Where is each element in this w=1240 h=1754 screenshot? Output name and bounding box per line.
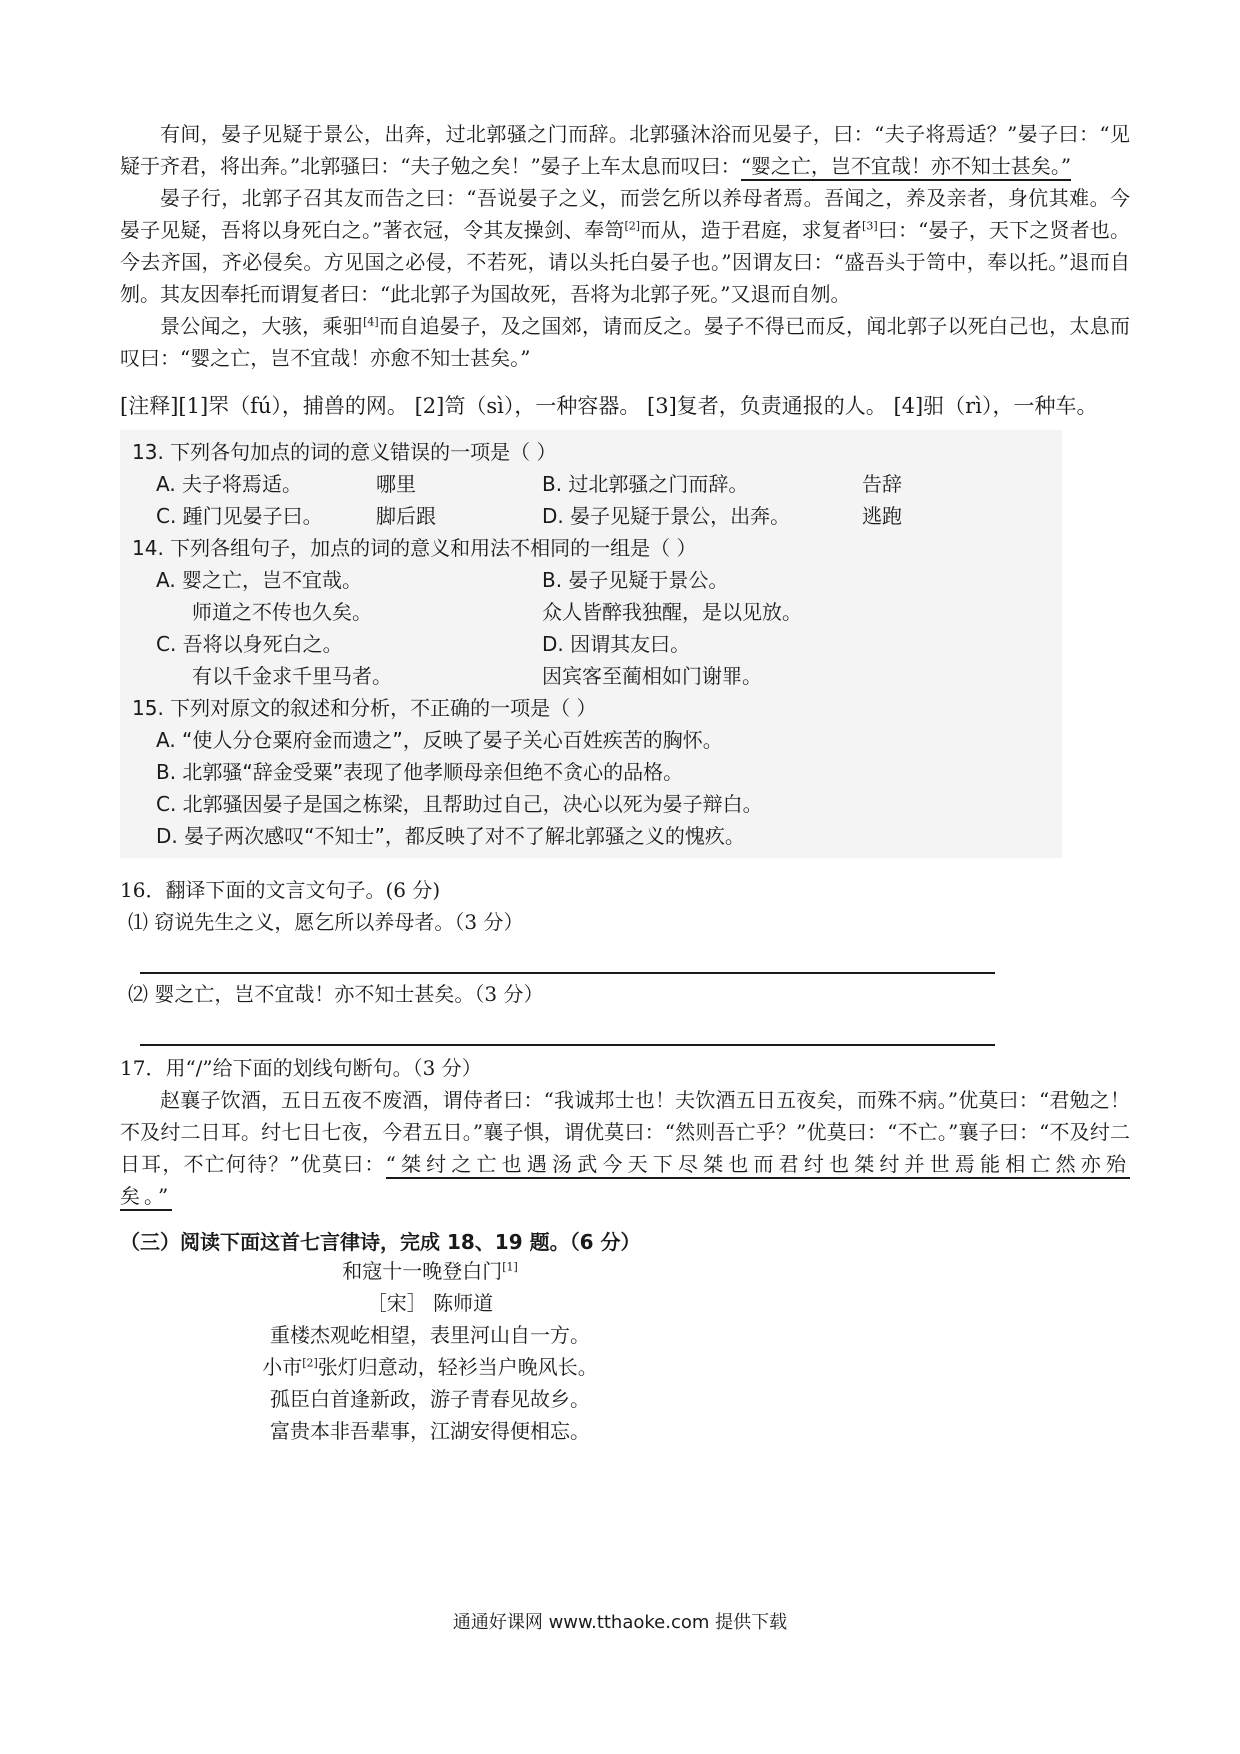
questions-13-15 <box>120 430 1062 858</box>
poem-line-2 <box>120 1351 740 1383</box>
passage-paragraph-2 <box>120 182 1130 310</box>
q14-row-4 <box>132 660 1032 692</box>
passage-text: 有间，晏子见疑于景公，出奔，过北郭骚之门而辞。北郭骚沐浴而见晏子，曰：“夫子将焉适？”晏子曰：“见疑于齐君，将出奔。”北郭骚曰：“夫子勉之矣！”晏子上车太息而叹曰： <box>120 122 1130 178</box>
q16-sentence-2: ⑵ 婴之亡，岂不宜哉！亦不知士甚矣。（3 分） <box>128 982 544 1006</box>
q14-row-2 <box>132 596 1032 628</box>
footnote-mark: [1] <box>502 1260 518 1274</box>
poem <box>120 1255 740 1447</box>
q15-option-a: A. “使人分仓粟府金而遗之”，反映了晏子关心百姓疾苦的胸怀。 <box>156 728 723 752</box>
section-3-heading: （三）阅读下面这首七言律诗，完成 18、19 题。（6 分） <box>120 1230 641 1254</box>
q13-option-a: A. 夫子将焉适。 <box>156 472 303 496</box>
q13-option-b: B. 过北郭骚之门而辞。 <box>542 472 749 496</box>
q14-option-a-pair: 师道之不传也久矣。 <box>192 600 372 624</box>
q14-option-d: D. 因谓其友曰。 <box>542 632 691 656</box>
page-footer: 通通好课网 www.tthaoke.com 提供下载 <box>452 1612 788 1633</box>
q15-option-d: D. 晏子两次感叹“不知士”，都反映了对不了解北郭骚之义的愧疚。 <box>156 824 745 848</box>
passage-text: 而从，造于君庭，求复者 <box>640 218 863 242</box>
q17-passage <box>120 1084 1130 1212</box>
poem-line-4: 富贵本非吾辈事，江湖安得便相忘。 <box>270 1419 590 1443</box>
q13-gloss-c: 脚后跟 <box>376 504 436 528</box>
q13-gloss-b: 告辞 <box>862 472 902 496</box>
q15-title: 15. 下列对原文的叙述和分析，不正确的一项是（ ） <box>132 696 597 720</box>
q14-option-c-pair: 有以千金求千里马者。 <box>192 664 392 688</box>
poem-author: ［宋］ 陈师道 <box>366 1291 494 1315</box>
passage-text: 景公闻之，大骇，乘驲 <box>160 314 364 338</box>
poem-title-text: 和寇十一晚登白门 <box>342 1259 503 1283</box>
q16-answer-line-2[interactable] <box>140 1010 995 1046</box>
q17-text: 赵襄子饮酒，五日五夜不废酒，谓侍者曰：“我诚邦士也！夫饮酒五日五夜矣，而殊不病。”优莫曰：“君勉之！不及纣二日耳。纣七日七夜，今君五日。”襄子惧，谓优莫曰：“然则吾亡乎？”优莫曰：“不亡。”襄子曰：“不及纣二日耳，不亡何待？”优莫曰： <box>120 1088 1130 1176</box>
poem-text: 小市 <box>262 1355 303 1379</box>
q14-option-b-pair: 众人皆醉我独醒，是以见放。 <box>542 600 802 624</box>
q16-block <box>120 874 1130 1046</box>
q14-row-3 <box>132 628 1032 660</box>
annotations: [注释][1]罘（fú），捕兽的网。 [2]笥（sì），一种容器。 [3]复者，负责通报的人。 [4]驲（rì），一种车。 <box>120 394 1098 418</box>
passage-paragraph-3 <box>120 310 1130 374</box>
footnote-mark: [3] <box>862 219 878 233</box>
q16-sentence-1: ⑴ 窃说先生之义，愿乞所以养母者。（3 分） <box>128 910 524 934</box>
exam-page <box>120 118 1130 1447</box>
q13-gloss-a: 哪里 <box>376 472 416 496</box>
q14-title: 14. 下列各组句子，加点的词的意义和用法不相同的一组是（ ） <box>132 536 697 560</box>
footnote-mark: [2] <box>624 219 641 233</box>
footnote-mark: [4] <box>363 315 379 329</box>
q14-option-d-pair: 因宾客至蔺相如门谢罪。 <box>542 664 762 688</box>
q14-option-a: A. 婴之亡，岂不宜哉。 <box>156 568 363 592</box>
q13-row-1 <box>132 468 1032 500</box>
q15-option-b: B. 北郭骚“辞金受粟”表现了他孝顺母亲但绝不贪心的品格。 <box>156 760 684 784</box>
q17-title: 17．用“/”给下面的划线句断句。（3 分） <box>120 1056 482 1080</box>
q13-option-d: D. 晏子见疑于景公，出奔。 <box>542 504 791 528</box>
poem-line-3: 孤臣白首逢新政，游子青春见故乡。 <box>270 1387 590 1411</box>
q16-answer-line-1[interactable] <box>140 938 995 974</box>
q13-option-c: C. 踵门见晏子曰。 <box>156 504 323 528</box>
poem-text: 张灯归意动，轻衫当户晚风长。 <box>317 1355 598 1379</box>
passage-text: 曰：“晏子，天下之贤者也。今去齐国，齐必侵矣。方见国之必侵，不若死，请以头托白晏子也。”因谓友曰：“盛吾头于笥中，奉以托。”退而自刎。其友因奉托而谓复者曰：“此北郭子为国故死，吾将为北郭子死。”又退而自刎。 <box>120 218 1130 306</box>
passage-text: 晏子行，北郭子召其友而告之曰：“吾说晏子之义，而尝乞所以养母者焉。吾闻之，养及亲者，身伉其难。今晏子见疑，吾将以身死白之。”著衣冠，令其友操剑、奉笥 <box>120 186 1130 242</box>
q17-block <box>120 1052 1130 1212</box>
footnote-mark: [2] <box>302 1356 318 1370</box>
poem-line-1: 重楼杰观屹相望，表里河山自一方。 <box>270 1323 590 1347</box>
q17-underlined-sentence: “桀纣之亡也遇汤武今天下尽桀也而君纣也桀纣并世焉能相亡然亦殆矣。” <box>120 1152 1130 1211</box>
poem-title <box>120 1255 740 1287</box>
q14-option-b: B. 晏子见疑于景公。 <box>542 568 729 592</box>
q13-title: 13. 下列各句加点的词的意义错误的一项是（ ） <box>132 440 557 464</box>
passage-paragraph-1 <box>120 118 1130 182</box>
q16-title: 16．翻译下面的文言文句子。(6 分) <box>120 878 441 902</box>
q13-row-2 <box>132 500 1032 532</box>
passage-text: 而自追晏子，及之国郊，请而反之。晏子不得已而反，闻北郭子以死白己也，太息而叹曰：“婴之亡，岂不宜哉！亦愈不知士甚矣。” <box>120 314 1131 370</box>
q15-option-c: C. 北郭骚因晏子是国之栋梁，且帮助过自己，决心以死为晏子辩白。 <box>156 792 763 816</box>
underlined-quote: “婴之亡，岂不宜哉！亦不知士甚矣。” <box>741 154 1071 181</box>
q14-option-c: C. 吾将以身死白之。 <box>156 632 343 656</box>
q13-gloss-d: 逃跑 <box>862 504 902 528</box>
q14-row-1 <box>132 564 1032 596</box>
